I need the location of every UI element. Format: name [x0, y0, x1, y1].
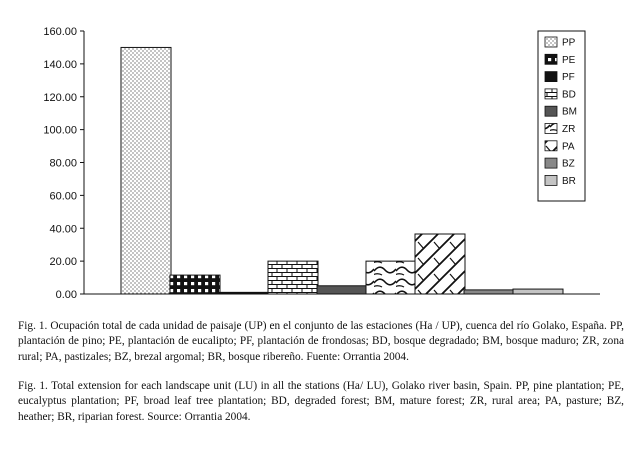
legend-swatch-br: [545, 175, 557, 185]
legend-swatch-pa: [545, 141, 557, 151]
y-tick-label: 60.00: [49, 190, 77, 203]
bar-pf: [219, 292, 269, 294]
figure-caption-english: Fig. 1. Total extension for each landscape unit (LU) in all the stations (Ha/ LU), Golako river basin, Spain. PP, pine plantation; PE, eucalyptus plantation; PF, broad leaf tree plantation; BD, degraded forest; BM, mature forest; ZR, rural area; PA, pasture; BZ, heather; BR, riparian forest. Source: Orrantia 2004.: [18, 380, 624, 423]
y-tick-label: 140.00: [43, 58, 77, 71]
legend-swatch-bd: [545, 89, 557, 99]
legend-label-bz: BZ: [562, 158, 575, 170]
y-tick-label: 100.00: [43, 124, 77, 137]
y-tick-label: 80.00: [49, 157, 77, 170]
y-tick-label: 20.00: [49, 256, 77, 269]
bar-bz: [464, 290, 514, 294]
legend-label-zr: ZR: [562, 124, 576, 135]
legend-label-bm: BM: [562, 106, 577, 118]
legend-label-bd: BD: [562, 89, 576, 101]
legend-swatch-bm: [545, 106, 557, 116]
legend-swatch-pf: [545, 72, 557, 82]
y-axis-ticks: [43, 26, 84, 301]
legend-swatch-bz: [545, 158, 557, 168]
bar-zr: [366, 261, 416, 294]
legend-label-pe: PE: [562, 54, 576, 66]
figure-caption-spanish: Fig. 1. Ocupación total de cada unidad de paisaje (UP) en el conjunto de las estaciones (Ha / UP), cuenca del río Golako, España. PP, plantación de pino; PE, plantación de eucalipto; PF, plantación de frondosas; BD, bosque degradado; BM, bosque maduro; ZR, zona rural; PA, pastizales; BZ, brezal argomal; BR, bosque ribereño. Fuente: Orrantia 2004.: [18, 320, 624, 363]
bars: [121, 47, 563, 294]
legend-swatch-pe: [545, 54, 557, 64]
legend-label-pa: PA: [562, 141, 575, 153]
bar-pe: [170, 275, 220, 294]
bar-bm: [317, 286, 367, 294]
legend-label-pf: PF: [562, 72, 575, 84]
y-tick-label: 160.00: [43, 26, 77, 38]
legend-label-pp: PP: [562, 37, 576, 49]
y-tick-label: 40.00: [49, 223, 77, 236]
bar-pp: [121, 47, 171, 294]
legend-swatch-pp: [545, 37, 557, 47]
y-tick-label: 0.00: [55, 289, 77, 301]
legend-swatch-zr: [545, 124, 557, 134]
bar-pa: [415, 234, 465, 294]
bar-bd: [268, 261, 318, 294]
legend-label-br: BR: [562, 175, 576, 187]
legend: [538, 31, 585, 201]
y-tick-label: 120.00: [43, 91, 77, 104]
bar-br: [513, 289, 563, 294]
